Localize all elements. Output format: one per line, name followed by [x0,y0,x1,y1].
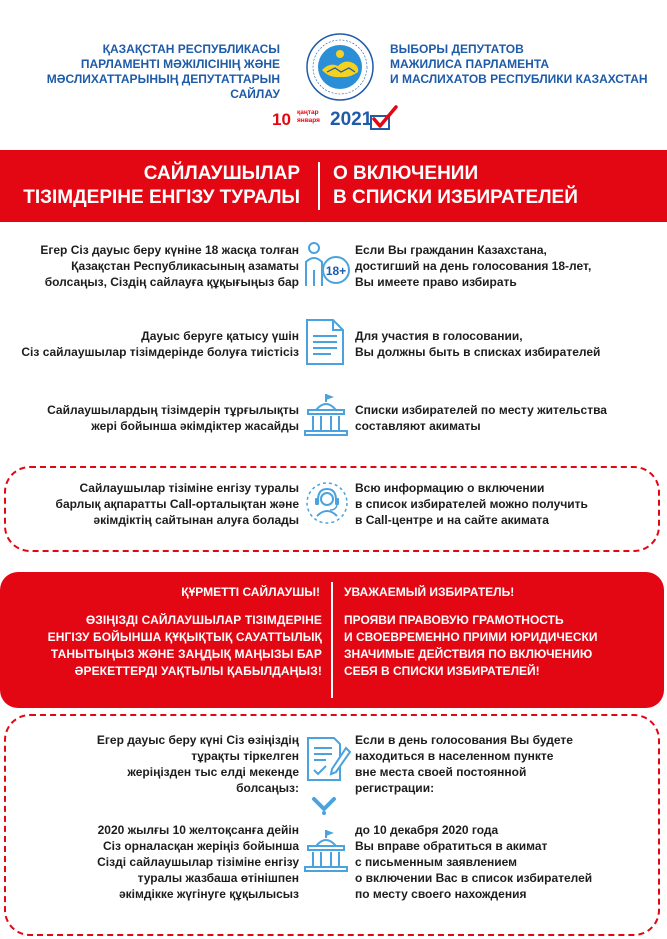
appeal-line: ӨЗІҢІЗДІ САЙЛАУШЫЛАР ТІЗІМДЕРІНЕ [85,613,322,627]
row-text-line: Сіз сайлаушылар тізімдерінде болуға тиістісіз [21,345,299,359]
header-ru-line: И МАСЛИХАТОВ РЕСПУБЛИКИ КАЗАХСТАН [390,72,648,86]
date-month-kz: қаңтар [297,109,319,116]
header-kz-line: ҚАЗАҚСТАН РЕСПУБЛИКАСЫ [102,42,280,56]
chevron-down-icon [311,796,337,816]
row-text-line: Вы имеете право избирать [355,275,517,289]
row-4-kz [4,480,299,528]
appeal-line: ПРОЯВИ ПРАВОВУЮ ГРАМОТНОСТЬ [344,613,564,627]
age-badge: 18+ [325,264,347,278]
row-text-line: Всю информацию о включении [355,481,545,495]
row-text-line: Списки избирателей по месту жительства [355,403,607,417]
person-18-icon [300,240,352,292]
row-text-line: Қазақстан Республикасының азаматы [71,259,299,273]
row-text-line: барлық ақпаратты Call-орталықтан және [55,497,299,511]
row-text-line: әкімдіктің сайтынан алуға болады [93,513,299,527]
row-1-ru [355,242,655,290]
document-list-icon [303,318,347,366]
row-text-line: әкімдікке жүгінуге құқылысыз [119,887,299,901]
appeal-line: ӘРЕКЕТТЕРДІ УАҚТЫЛЫ ҚАБЫЛДАҢЫЗ! [74,664,322,678]
row-text-line: болсаңыз, Сіздің сайлауға құқығыңыз бар [44,275,299,289]
appeal-line: ЗНАЧИМЫЕ ДЕЙСТВИЯ ПО ВКЛЮЧЕНИЮ [344,647,593,661]
banner-title-ru [333,162,633,210]
appeal-body-ru [344,612,654,680]
appeal-heading-ru: УВАЖАЕМЫЙ ИЗБИРАТЕЛЬ! [344,585,515,599]
row-text-line: жері бойынша әкімдіктер жасайды [91,419,299,433]
row-text-line: вне места своей постоянной [355,765,527,779]
row-1-kz [4,242,299,290]
row-text-line: с письменным заявлением [355,855,518,869]
row-text-line: тұрақты тіркелген [191,749,299,763]
akimat-building-icon [302,828,350,874]
absence-condition-ru [355,732,655,796]
row-text-line: Егер дауыс беру күні Сіз өзіңіздің [96,733,299,747]
row-text-line: 2020 жылғы 10 желтоқсанға дейін [97,823,299,837]
header-ru-line: ВЫБОРЫ ДЕПУТАТОВ [390,42,524,56]
banner-ru-line: О ВКЛЮЧЕНИИ [333,163,479,184]
row-3-ru [355,402,655,434]
header-kz-line: МӘСЛИХАТТАРЫНЫҢ ДЕПУТАТТАРЫН САЙЛАУ [46,72,280,101]
banner-title-kz [10,162,300,210]
row-text-line: Сайлаушылардың тізімдерін тұрғылықты [47,403,299,417]
banner-kz-line: ТІЗІМДЕРІНЕ ЕНГІЗУ ТУРАЛЫ [23,187,300,208]
akimat-building-icon [302,392,350,438]
absence-condition-kz [4,732,299,796]
row-text-line: составляют акиматы [355,419,481,433]
header-kz-line: ПАРЛАМЕНТІ МӘЖІЛІСІНІҢ ЖӘНЕ [80,57,280,71]
row-text-line: Если Вы гражданин Казахстана, [355,243,547,257]
appeal-line: СЕБЯ В СПИСКИ ИЗБИРАТЕЛЕЙ! [344,664,540,678]
row-text-line: до 10 декабря 2020 года [355,823,499,837]
row-text-line: Для участия в голосовании, [355,329,523,343]
appeal-line: И СВОЕВРЕМЕННО ПРИМИ ЮРИДИЧЕСКИ [344,630,598,644]
date-month-ru: января [297,117,320,124]
appeal-body-kz [10,612,322,680]
header-ru [390,42,660,87]
row-text-line: жеріңізден тыс елді мекенде [127,765,299,779]
row-text-line: о включении Вас в список избирателей [355,871,593,885]
row-text-line: Сайлаушылар тізіміне енгізу туралы [79,481,299,495]
row-text-line: Дауыс беруге қатысу үшін [141,329,299,343]
banner-ru-line: В СПИСКИ ИЗБИРАТЕЛЕЙ [333,187,578,208]
row-2-ru [355,328,655,360]
header-kz [10,42,280,102]
title-banner [0,150,667,222]
row-text-line: болсаңыз: [236,781,299,795]
election-emblem-icon [305,32,375,102]
row-text-line: Сізді сайлаушылар тізіміне енгізу [97,855,299,869]
row-text-line: Вы вправе обратиться в акимат [355,839,548,853]
appeal-divider [331,582,333,698]
appeal-heading-kz: ҚҰРМЕТТІ САЙЛАУШЫ! [181,585,320,599]
date-day: 10 [272,110,291,129]
row-text-line: Вы должны быть в списках избирателей [355,345,601,359]
voter-appeal-box [0,572,664,708]
absence-action-kz [4,822,299,902]
row-4-ru [355,480,655,528]
row-text-line: в список избирателей можно получить [355,497,588,511]
row-text-line: достигший на день голосования 18-лет, [355,259,592,273]
banner-kz-line: САЙЛАУШЫЛАР [143,163,300,184]
election-date [270,106,410,138]
ballot-check-icon [368,104,398,134]
application-form-icon [302,734,352,784]
row-text-line: Если в день голосования Вы будете [355,733,573,747]
appeal-line: ЕНГІЗУ БОЙЫНША ҚҰҚЫҚТЫҚ САУАТТЫЛЫҚ [47,630,322,644]
banner-divider [318,162,320,210]
row-text-line: Сіз орналасқан жеріңіз бойынша [103,839,299,853]
header-ru-line: МАЖИЛИСА ПАРЛАМЕНТА [390,57,550,71]
row-text-line: туралы жазбаша өтінішпен [137,871,299,885]
row-3-kz [4,402,299,434]
row-text-line: находиться в населенном пункте [355,749,554,763]
date-month [297,109,320,125]
appeal-line: ТАНЫТЫҢЫЗ ЖӘНЕ ЗАҢДЫҚ МАҢЫЗЫ БАР [50,647,322,661]
row-2-kz [4,328,299,360]
row-text-line: регистрации: [355,781,435,795]
row-text-line: Егер Сіз дауыс беру күніне 18 жасқа толған [40,243,299,257]
call-center-icon [304,480,350,526]
row-text-line: по месту своего нахождения [355,887,527,901]
date-year: 2021 [330,109,373,130]
absence-action-ru [355,822,655,902]
row-text-line: в Call-центре и на сайте акимата [355,513,549,527]
